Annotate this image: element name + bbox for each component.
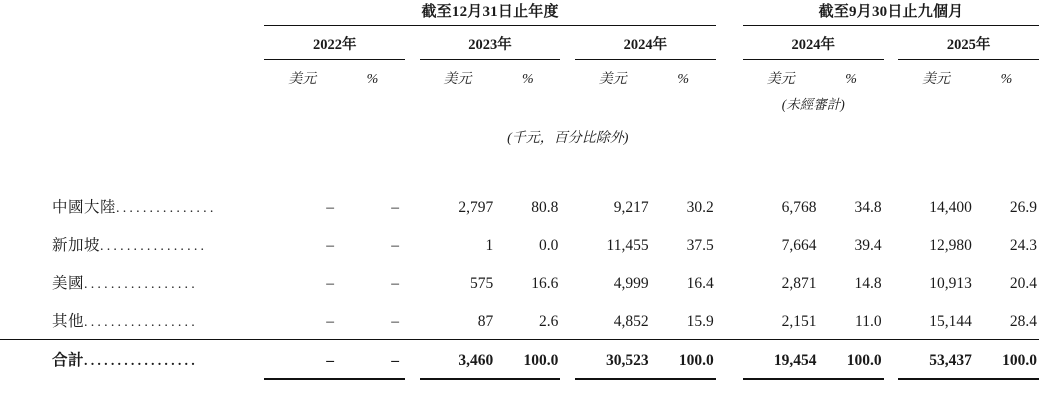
cell-2025-9m-pct: 28.4 bbox=[1009, 313, 1037, 330]
cell-2024-9m-pct: 39.4 bbox=[854, 237, 882, 254]
row-label-dots: ................ bbox=[100, 239, 208, 254]
total-2024-usd: 30,523 bbox=[575, 340, 651, 379]
cell-2025-9m-pct: 24.3 bbox=[1009, 237, 1037, 254]
unit-usd-2023: 美元 bbox=[443, 72, 472, 87]
row-gap-2 bbox=[560, 301, 575, 340]
unit-pct-2022: % bbox=[366, 72, 379, 87]
unit-pct-2024-9m: % bbox=[845, 72, 857, 87]
units-note: (千元，百分比除外) bbox=[507, 131, 629, 146]
row-gap-4 bbox=[884, 225, 899, 263]
unaudited-note: (未經審計) bbox=[781, 97, 845, 112]
row-gap-1 bbox=[405, 187, 420, 225]
row-gap-3 bbox=[716, 187, 743, 225]
year-gap-4 bbox=[884, 26, 899, 60]
group-header-row bbox=[0, 0, 1039, 26]
total-2025-9m-usd: 53,437 bbox=[898, 340, 974, 379]
row-label-dots: ............... bbox=[116, 201, 217, 216]
underline-2024-usd bbox=[575, 378, 651, 379]
unit-pct-2023: % bbox=[521, 72, 534, 87]
cell-2022-pct: – bbox=[391, 313, 400, 330]
cell-2024-usd: 4,999 bbox=[613, 275, 649, 292]
cell-2022-pct: – bbox=[391, 237, 400, 254]
group-gap bbox=[716, 0, 743, 26]
year-gap-3 bbox=[716, 26, 743, 60]
total-2024-9m-usd: 19,454 bbox=[743, 340, 819, 379]
underline-2024-9m-pct bbox=[819, 378, 884, 379]
unaudited-note-spacer bbox=[0, 90, 743, 113]
row-label-cell bbox=[0, 301, 264, 340]
cell-2024-pct: 30.2 bbox=[686, 199, 714, 216]
unaudited-note-row bbox=[0, 90, 1039, 113]
cell-2025-9m-usd: 12,980 bbox=[929, 237, 972, 254]
cell-2023-usd: 2,797 bbox=[458, 199, 494, 216]
row-label-text: 其他 bbox=[52, 313, 85, 330]
cell-2024-9m-pct: 11.0 bbox=[855, 313, 882, 330]
unit-header-row bbox=[0, 60, 1039, 91]
underline-2023-usd bbox=[420, 378, 496, 379]
cell-2024-9m-usd: 2,871 bbox=[781, 275, 817, 292]
row-gap-3 bbox=[716, 263, 743, 301]
year-gap-2 bbox=[560, 26, 575, 60]
table-row bbox=[0, 301, 1039, 340]
total-label-cell bbox=[0, 340, 264, 379]
row-label-text: 中國大陸 bbox=[52, 199, 117, 216]
underline-2025-9m-pct bbox=[974, 378, 1039, 379]
unit-pct-2025-9m: % bbox=[1000, 72, 1013, 87]
row-gap-3 bbox=[716, 301, 743, 340]
unit-usd-2025-9m: 美元 bbox=[922, 72, 951, 87]
cell-2025-9m-usd: 15,144 bbox=[929, 313, 972, 330]
spacer-cell bbox=[0, 153, 1039, 187]
row-gap-4 bbox=[884, 301, 899, 340]
cell-2024-9m-usd: 7,664 bbox=[781, 237, 817, 254]
underline-2024-pct bbox=[651, 378, 716, 379]
row-gap-2 bbox=[560, 263, 575, 301]
table-row bbox=[0, 225, 1039, 263]
year-gap-1 bbox=[405, 26, 420, 60]
cell-2023-pct: 16.6 bbox=[531, 275, 559, 292]
total-2023-usd: 3,460 bbox=[420, 340, 496, 379]
cell-2023-usd: 575 bbox=[470, 275, 494, 292]
cell-2023-usd: 87 bbox=[477, 313, 494, 330]
total-2023-pct: 100.0 bbox=[495, 340, 560, 379]
year-header-2024: 2024年 bbox=[575, 26, 716, 60]
cell-2022-usd: – bbox=[326, 313, 334, 330]
table-row bbox=[0, 187, 1039, 225]
cell-2023-pct: 2.6 bbox=[538, 313, 559, 330]
underline-gap-1 bbox=[405, 378, 420, 379]
unit-header-spacer bbox=[0, 60, 264, 91]
cell-2025-9m-usd: 10,913 bbox=[929, 275, 972, 292]
unit-gap-4 bbox=[884, 60, 899, 91]
row-label-text: 新加坡 bbox=[52, 237, 101, 254]
cell-2023-pct: 80.8 bbox=[531, 199, 559, 216]
row-gap-3 bbox=[716, 225, 743, 263]
double-underline-row bbox=[0, 378, 1039, 379]
unaudited-note-tail bbox=[884, 90, 1039, 113]
unit-gap-2 bbox=[560, 60, 575, 91]
row-gap-1 bbox=[405, 225, 420, 263]
row-gap-4 bbox=[884, 263, 899, 301]
cell-2024-9m-usd: 6,768 bbox=[781, 199, 817, 216]
units-note-row bbox=[0, 113, 1039, 153]
total-2022-usd: – bbox=[264, 340, 340, 379]
units-note-tail bbox=[716, 113, 1039, 153]
underline-2022-usd bbox=[264, 378, 340, 379]
unit-gap-3 bbox=[716, 60, 743, 91]
cell-2023-pct: 0.0 bbox=[538, 237, 559, 254]
row-gap-4 bbox=[884, 187, 899, 225]
total-2025-9m-pct: 100.0 bbox=[974, 340, 1039, 379]
year-header-2022: 2022年 bbox=[264, 26, 405, 60]
underline-gap-2 bbox=[560, 378, 575, 379]
group-header-9m: 截至9月30日止九個月 bbox=[743, 0, 1039, 26]
total-gap-3 bbox=[716, 340, 743, 379]
total-2024-9m-pct: 100.0 bbox=[819, 340, 884, 379]
row-label-cell bbox=[0, 187, 264, 225]
cell-2024-pct: 16.4 bbox=[686, 275, 714, 292]
year-header-2024-9m: 2024年 bbox=[743, 26, 884, 60]
header-body-spacer bbox=[0, 153, 1039, 187]
row-label-dots: ................. bbox=[84, 277, 198, 292]
unit-usd-2024: 美元 bbox=[598, 72, 627, 87]
row-gap-2 bbox=[560, 187, 575, 225]
cell-2024-9m-pct: 34.8 bbox=[854, 199, 882, 216]
cell-2025-9m-usd: 14,400 bbox=[929, 199, 972, 216]
total-2024-pct: 100.0 bbox=[651, 340, 716, 379]
unit-usd-2022: 美元 bbox=[288, 72, 317, 87]
underline-2023-pct bbox=[495, 378, 560, 379]
underline-2022-pct bbox=[340, 378, 405, 379]
cell-2024-9m-pct: 14.8 bbox=[854, 275, 882, 292]
table-row bbox=[0, 263, 1039, 301]
underline-spacer bbox=[0, 378, 264, 379]
row-gap-2 bbox=[560, 225, 575, 263]
unit-gap-1 bbox=[405, 60, 420, 91]
total-gap-2 bbox=[560, 340, 575, 379]
underline-gap-4 bbox=[884, 378, 899, 379]
cell-2024-9m-usd: 2,151 bbox=[781, 313, 817, 330]
row-label-cell bbox=[0, 263, 264, 301]
unit-pct-2024: % bbox=[677, 72, 689, 87]
year-header-2023: 2023年 bbox=[420, 26, 561, 60]
cell-2022-usd: – bbox=[326, 275, 334, 292]
row-label-text: 美國 bbox=[52, 275, 85, 292]
total-label-dots: ................. bbox=[84, 354, 198, 369]
cell-2024-usd: 11,455 bbox=[606, 237, 649, 254]
year-header-row bbox=[0, 26, 1039, 60]
cell-2024-usd: 9,217 bbox=[613, 199, 649, 216]
group-header-fy: 截至12月31日止年度 bbox=[264, 0, 715, 26]
cell-2022-usd: – bbox=[326, 199, 334, 216]
cell-2023-usd: 1 bbox=[485, 237, 494, 254]
underline-gap-3 bbox=[716, 378, 743, 379]
row-label-cell bbox=[0, 225, 264, 263]
underline-2025-9m-usd bbox=[898, 378, 974, 379]
cell-2022-pct: – bbox=[391, 199, 400, 216]
cell-2025-9m-pct: 20.4 bbox=[1009, 275, 1037, 292]
total-row bbox=[0, 340, 1039, 379]
total-gap-1 bbox=[405, 340, 420, 379]
cell-2025-9m-pct: 26.9 bbox=[1009, 199, 1037, 216]
cell-2024-pct: 15.9 bbox=[686, 313, 714, 330]
underline-2024-9m-usd bbox=[743, 378, 819, 379]
total-2022-pct: – bbox=[340, 340, 405, 379]
unit-usd-2024-9m: 美元 bbox=[766, 72, 795, 87]
cell-2022-usd: – bbox=[326, 237, 334, 254]
cell-2024-usd: 4,852 bbox=[613, 313, 649, 330]
row-gap-1 bbox=[405, 263, 420, 301]
year-header-2025-9m: 2025年 bbox=[898, 26, 1039, 60]
year-header-spacer bbox=[0, 26, 264, 60]
cell-2022-pct: – bbox=[391, 275, 400, 292]
total-label-text: 合計 bbox=[52, 352, 85, 369]
corner-cell bbox=[0, 0, 264, 26]
row-label-dots: ................. bbox=[84, 315, 198, 330]
row-gap-1 bbox=[405, 301, 420, 340]
units-note-spacer bbox=[0, 113, 420, 153]
cell-2024-pct: 37.5 bbox=[686, 237, 714, 254]
total-gap-4 bbox=[884, 340, 899, 379]
